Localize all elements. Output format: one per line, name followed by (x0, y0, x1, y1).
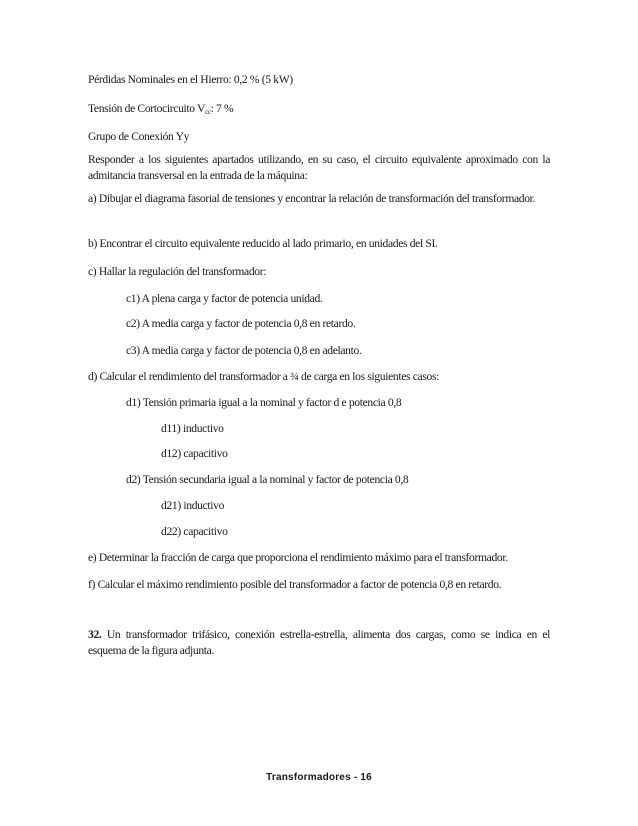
item-d12: d12) capacitivo (161, 447, 228, 460)
short-circuit-voltage-label: Tensión de Cortocircuito V (88, 102, 206, 115)
short-circuit-voltage-subscript: cc (205, 108, 211, 116)
connection-group-line: Grupo de Conexión Yy (88, 130, 190, 143)
problem-number: 32. (88, 628, 102, 641)
page-footer (0, 772, 638, 783)
item-c: c) Hallar la regulación del transformador: (88, 265, 267, 278)
short-circuit-voltage-value: : 7 % (210, 102, 234, 115)
iron-losses-line: Pérdidas Nominales en el Hierro: 0,2 % (5 kW) (88, 73, 293, 86)
item-b: b) Encontrar el circuito equivalente reducido al lado primario, en unidades del SI. (88, 237, 438, 250)
problem-32-paragraph (88, 627, 550, 659)
item-a: a) Dibujar el diagrama fasorial de tensiones y encontrar la relación de transformación del transformador. (88, 192, 536, 205)
problem-32-text: Un transformador trifásico, conexión estrella-estrella, alimenta dos cargas, como se indica en el esquema de la figura adjunta. (88, 628, 550, 657)
footer-title: Transformadores - (266, 772, 361, 783)
item-d21: d21) inductivo (161, 499, 225, 512)
page-number: 16 (360, 772, 372, 783)
short-circuit-voltage-line (88, 101, 550, 117)
instructions-paragraph: Responder a los siguientes apartados utilizando, en su caso, el circuito equivalente aproximado con la admitancia transversal en la entrada de la máquina: (88, 153, 550, 182)
item-d11: d11) inductivo (161, 422, 224, 435)
item-e: e) Determinar la fracción de carga que proporciona el rendimiento máximo para el transformador. (88, 551, 508, 564)
item-f: f) Calcular el máximo rendimiento posible del transformador a factor de potencia 0,8 en retardo. (88, 578, 502, 591)
item-c1: c1) A plena carga y factor de potencia unidad. (126, 292, 323, 305)
item-d: d) Calcular el rendimiento del transformador a ¾ de carga en los siguientes casos: (88, 370, 439, 383)
item-d22: d22) capacitivo (161, 525, 228, 538)
item-c3: c3) A media carga y factor de potencia 0,8 en adelanto. (126, 344, 362, 357)
item-c2: c2) A media carga y factor de potencia 0,8 en retardo. (126, 317, 356, 330)
item-d1: d1) Tensión primaria igual a la nominal y factor d e potencia 0,8 (126, 396, 402, 409)
item-d2: d2) Tensión secundaria igual a la nominal y factor de potencia 0,8 (126, 473, 409, 486)
